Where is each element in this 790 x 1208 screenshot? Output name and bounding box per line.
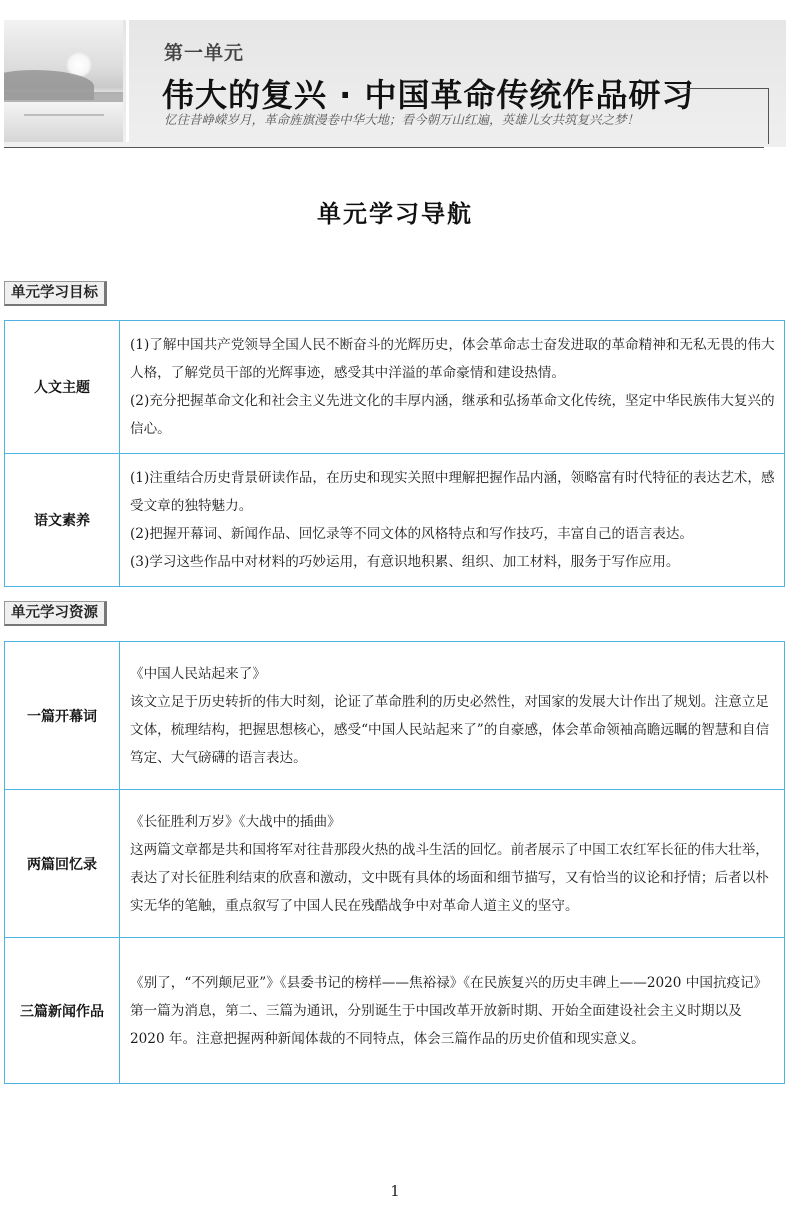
row-content [120, 938, 785, 1084]
section-tab-resources: 单元学习资源 [4, 601, 107, 626]
row-content [120, 790, 785, 938]
resources-table [4, 641, 785, 1084]
row-content [120, 321, 785, 454]
work-title: 《别了，“不列颠尼亚”》《县委书记的榜样——焦裕禄》《在民族复兴的历史丰碑上——2020 中国抗疫记》 [130, 974, 768, 991]
table-row [5, 938, 785, 1084]
content-line: (1)了解中国共产党领导全国人民不断奋斗的光辉历史，体会革命志士奋发进取的革命精神和无私无畏的伟大人格，了解党员干部的光辉事迹，感受其中洋溢的革命豪情和建设热情。 [130, 337, 775, 381]
row-label: 一篇开幕词 [5, 642, 120, 790]
shore-shape [4, 92, 123, 102]
content-line: (2)把握开幕词、新闻作品、回忆录等不同文体的风格特点和写作技巧，丰富自己的语言表达。 [130, 526, 694, 542]
row-label: 两篇回忆录 [5, 790, 120, 938]
table-row [5, 454, 785, 587]
content-line: (1)注重结合历史背景研读作品，在历史和现实关照中理解把握作品内涵，领略富有时代特征的表达艺术，感受文章的独特魅力。 [130, 470, 775, 514]
work-title: 《中国人民站起来了》 [130, 665, 266, 682]
unit-banner [4, 20, 786, 147]
goals-table [4, 320, 785, 587]
table-row [5, 321, 785, 454]
row-content [120, 454, 785, 587]
banner-divider [126, 20, 129, 142]
row-label: 三篇新闻作品 [5, 938, 120, 1084]
table-row [5, 642, 785, 790]
row-label: 语文素养 [5, 454, 120, 587]
row-content [120, 642, 785, 790]
unit-label: 第一单元 [164, 42, 245, 64]
content-line: 该文立足于历史转折的伟大时刻，论证了革命胜利的历史必然性，对国家的发展大计作出了规划。注意立足文体，梳理结构，把握思想核心，感受“中国人民站起来了”的自豪感，体会革命领袖高瞻远瞩的智慧和自信笃定、大气磅礴的语言表达。 [130, 693, 770, 766]
table-row [5, 790, 785, 938]
content-line: (2)充分把握革命文化和社会主义先进文化的丰厚内涵，继承和弘扬革命文化传统，坚定中华民族伟大复兴的信心。 [130, 393, 775, 437]
page-number: 1 [390, 1182, 400, 1200]
landscape-image [4, 20, 123, 142]
title-rule [676, 88, 769, 144]
unit-motto: 忆往昔峥嵘岁月，革命旌旗漫卷中华大地；看今朝万山红遍，英雄儿女共筑复兴之梦！ [164, 112, 640, 127]
banner-baseline [4, 147, 764, 148]
row-label: 人文主题 [5, 321, 120, 454]
work-title: 《长征胜利万岁》《大战中的插曲》 [130, 813, 341, 830]
content-line: (3)学习这些作品中对材料的巧妙运用，有意识地积累、组织、加工材料，服务于写作应用。 [130, 554, 680, 570]
page-title: 单元学习导航 [317, 199, 473, 228]
water-shape [4, 102, 123, 142]
content-line: 第一篇为消息，第二、三篇为通讯，分别诞生于中国改革开放新时期、开始全面建设社会主义时期以及 2020 年。注意把握两种新闻体裁的不同特点，体会三篇作品的历史价值和现实意义。 [130, 1002, 742, 1047]
section-tab-goals: 单元学习目标 [4, 281, 107, 306]
unit-title: 伟大的复兴 · 中国革命传统作品研习 [162, 76, 695, 114]
content-line: 这两篇文章都是共和国将军对往昔那段火热的战斗生活的回忆。前者展示了中国工农红军长征的伟大壮举，表达了对长征胜利结束的欣喜和激动，文中既有具体的场面和细节描写，又有恰当的议论和抒情；后者以朴实无华的笔触，重点叙写了中国人民在残酷战争中对革命人道主义的坚守。 [130, 841, 769, 914]
ripple-shape [24, 114, 104, 116]
